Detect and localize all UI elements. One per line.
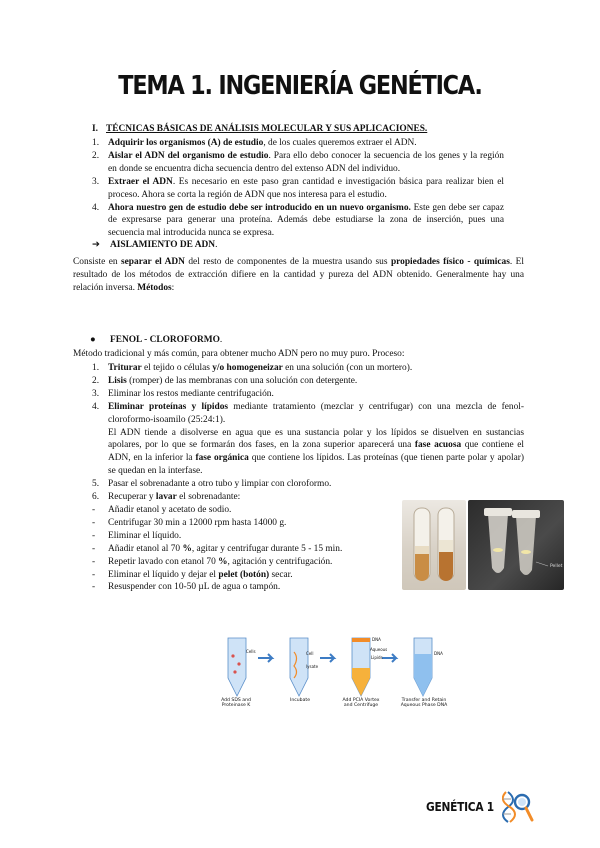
step-bold: Triturar bbox=[108, 363, 142, 373]
para-bold: propiedades físico - químicas bbox=[390, 257, 510, 267]
arrow-icon: ➔ bbox=[92, 240, 100, 250]
step-text: Recuperar y bbox=[108, 492, 156, 503]
section-heading-text: TÉCNICAS BÁSICAS DE ANÁLISIS MOLECULAR Y SUS APLICACIONES. bbox=[106, 124, 428, 134]
isolation-heading bbox=[92, 239, 217, 252]
item-bold: Extraer el ADN bbox=[108, 176, 173, 187]
detail-text: El ADN tiende a disolverse en agua que es una sustancia polar y los lípidos se disuelven en sustancias apolares, por lo que se formarán dos fases, en la zona superior aparecerá una bbox=[108, 427, 524, 451]
para-text: del resto de componentes de la muestra usando sus bbox=[184, 257, 391, 267]
substep-item bbox=[92, 517, 400, 530]
isolation-heading-end: . bbox=[215, 240, 218, 250]
step-item bbox=[92, 491, 400, 504]
substep-item bbox=[92, 581, 400, 594]
substep-dash: - bbox=[92, 582, 96, 593]
list-item bbox=[92, 202, 504, 241]
diagram-small-label: DNA bbox=[434, 651, 443, 656]
substep-text: Eliminar el líquido y dejar el bbox=[108, 569, 219, 580]
substep-text: Repetir lavado con etanol 70 bbox=[108, 556, 219, 567]
step-text: Eliminar los restos mediante centrifugación. bbox=[108, 388, 274, 399]
phenol-heading bbox=[90, 334, 222, 347]
step-bold: lavar bbox=[155, 492, 177, 503]
step-item bbox=[92, 362, 524, 375]
step-text: el tejido o células bbox=[141, 363, 213, 373]
substep-text: Añadir etanol al 70 bbox=[108, 543, 183, 554]
substep-text: Eliminar el líquido. bbox=[108, 530, 182, 541]
step-number: 2. bbox=[92, 375, 100, 386]
tube-3 bbox=[352, 638, 370, 696]
step-item bbox=[92, 388, 524, 401]
step-text: mediante tratamiento (mezclar y centrifugar) con una mezcla de fenol-cloroformo-isoamilo (25:24:1). bbox=[108, 401, 524, 425]
step-text: en una solución (con un mortero). bbox=[282, 363, 413, 373]
step-item bbox=[92, 401, 524, 427]
substep-dash: - bbox=[92, 543, 96, 554]
diagram-label: Add PCIA Vortex and Centrifuge bbox=[342, 698, 380, 709]
step-detail bbox=[92, 427, 524, 479]
item-bold: Ahora nuestro gen de estudio debe ser introducido en un nuevo organismo. bbox=[108, 202, 411, 213]
phenol-heading-end: . bbox=[219, 335, 223, 345]
detail-bold: fase orgánica bbox=[195, 453, 249, 464]
item-bold: Aislar el ADN del organismo de estudio bbox=[108, 150, 269, 161]
para-bold: separar el ADN bbox=[120, 257, 185, 267]
list-item bbox=[92, 176, 504, 202]
substep-item bbox=[92, 569, 400, 582]
step-item bbox=[92, 478, 400, 491]
substep-item bbox=[92, 543, 400, 556]
process-diagram bbox=[220, 630, 460, 722]
tubes-photo bbox=[402, 500, 466, 590]
bullet-icon: ● bbox=[90, 335, 96, 345]
item-number: 2. bbox=[92, 150, 100, 161]
pellet-label: Pellet bbox=[550, 564, 563, 569]
item-number: 3. bbox=[92, 176, 100, 187]
step-text: Pasar el sobrenadante a otro tubo y limpiar con cloroformo. bbox=[108, 479, 332, 490]
phenol-intro: Método tradicional y más común, para obtener mucho ADN pero no muy puro. Proceso: bbox=[73, 349, 405, 359]
substep-dash: - bbox=[92, 517, 96, 528]
diagram-small-label: Lipids bbox=[371, 655, 383, 660]
detail-bold: fase acuosa bbox=[414, 440, 462, 451]
para-bold: Métodos bbox=[137, 282, 172, 293]
substep-item bbox=[92, 530, 400, 543]
item-text: . Es necesario en este paso gran cantidad e investigación básica para realizar bien el proceso. Ahora se corta la región de ADN que nos interesa para el estudio. bbox=[108, 176, 505, 200]
section-heading bbox=[92, 123, 427, 136]
substep-text: Centrifugar 30 min a 12000 rpm hasta 14000 g. bbox=[108, 517, 287, 528]
substep-dash: - bbox=[92, 569, 96, 580]
para-text: . El resultado de los métodos de extracción difiere en la cantidad y pureza del ADN obtenido. Generalmente hay una relación inversa. bbox=[73, 257, 524, 293]
substep-bold: % bbox=[218, 556, 228, 567]
diagram-small-label: Cells bbox=[246, 649, 256, 654]
isolation-heading-text: AISLAMIENTO DE ADN bbox=[110, 240, 216, 250]
pellet-photo-art bbox=[468, 500, 564, 590]
list-item bbox=[92, 150, 504, 176]
substep-dash: - bbox=[92, 556, 96, 567]
step-number: 3. bbox=[92, 388, 100, 399]
step-text: (romper) de las membranas con una solución con detergente. bbox=[126, 375, 358, 386]
diagram-label: Incubate bbox=[289, 698, 311, 703]
step-number: 6. bbox=[92, 492, 100, 503]
item-text: , de los cuales queremos extraer el ADN. bbox=[263, 138, 417, 148]
step-number: 4. bbox=[92, 401, 100, 412]
detail-text: que contiene los lípidos. Las proteínas (que tienen parte polar y apolar) se quedan en la interfase. bbox=[108, 453, 524, 477]
item-bold: Adquirir los organismos (A) de estudio bbox=[108, 138, 264, 148]
item-text: Este gen debe ser capaz de expresarse para generar una proteína. Además debe estudiarse la zona de inserción, pues una secuencia mal introducida nunca se expresa. bbox=[108, 202, 504, 239]
arrow-2 bbox=[320, 654, 334, 662]
substep-text: , agitación y centrifugación. bbox=[227, 556, 333, 567]
arrow-1 bbox=[258, 654, 272, 662]
diagram-small-label: Aqueous bbox=[370, 647, 388, 652]
section-number: I. bbox=[92, 124, 98, 134]
tube-1 bbox=[228, 638, 246, 696]
detail-text: que contiene el ADN, en la inferior la bbox=[108, 440, 524, 464]
para-text: Consiste en bbox=[73, 257, 121, 267]
tube-4 bbox=[414, 638, 432, 696]
item-number: 1. bbox=[92, 138, 100, 148]
pellet-photo bbox=[468, 500, 564, 590]
phenol-heading-text: FENOL - CLOROFORMO bbox=[110, 335, 220, 345]
step-bold: Eliminar proteínas y lípidos bbox=[108, 401, 229, 412]
substep-dash: - bbox=[92, 504, 96, 515]
dna-magnifier-icon bbox=[502, 790, 534, 824]
substep-item bbox=[92, 504, 400, 517]
footer-label: GENÉTICA 1 bbox=[426, 798, 495, 814]
substep-bold: % bbox=[182, 543, 192, 554]
footer bbox=[420, 790, 534, 824]
list-item bbox=[92, 137, 504, 150]
step-bold: Lisis bbox=[108, 375, 127, 386]
substep-item bbox=[92, 556, 400, 569]
para-text: : bbox=[171, 282, 175, 293]
diagram-label: Add SDS and Proteinase K bbox=[221, 698, 251, 709]
diagram-small-label: Cell lysate bbox=[306, 651, 319, 669]
substep-text: Resuspender con 10-50 µL de agua o tampón. bbox=[108, 582, 281, 593]
substep-bold: pelet (botón) bbox=[218, 569, 270, 580]
step-number: 5. bbox=[92, 479, 100, 490]
step-number: 1. bbox=[92, 363, 100, 373]
step-item bbox=[92, 375, 524, 388]
tubes-photo-art bbox=[402, 500, 466, 590]
step-bold: y/o homogeneizar bbox=[212, 363, 283, 373]
substep-text: , agitar y centrifugar durante 5 - 15 min. bbox=[191, 543, 343, 554]
substep-text: Añadir etanol y acetato de sodio. bbox=[108, 504, 232, 515]
step-text: el sobrenadante: bbox=[176, 492, 241, 503]
section-list bbox=[92, 137, 504, 240]
diagram-small-label: DNA bbox=[372, 637, 381, 642]
substep-dash: - bbox=[92, 530, 96, 541]
isolation-paragraph bbox=[73, 256, 524, 295]
item-number: 4. bbox=[92, 202, 100, 213]
page-title: TEMA 1. INGENIERÍA GENÉTICA. bbox=[118, 71, 482, 101]
diagram-label: Transfer and Retain Aqueous Phase DNA bbox=[400, 698, 448, 709]
item-text: . Para ello debo conocer la secuencia de los genes y la región en donde se encuentra dicha secuencia dentro del extenso ADN del individuo. bbox=[108, 150, 504, 174]
substep-text: secar. bbox=[269, 569, 293, 580]
